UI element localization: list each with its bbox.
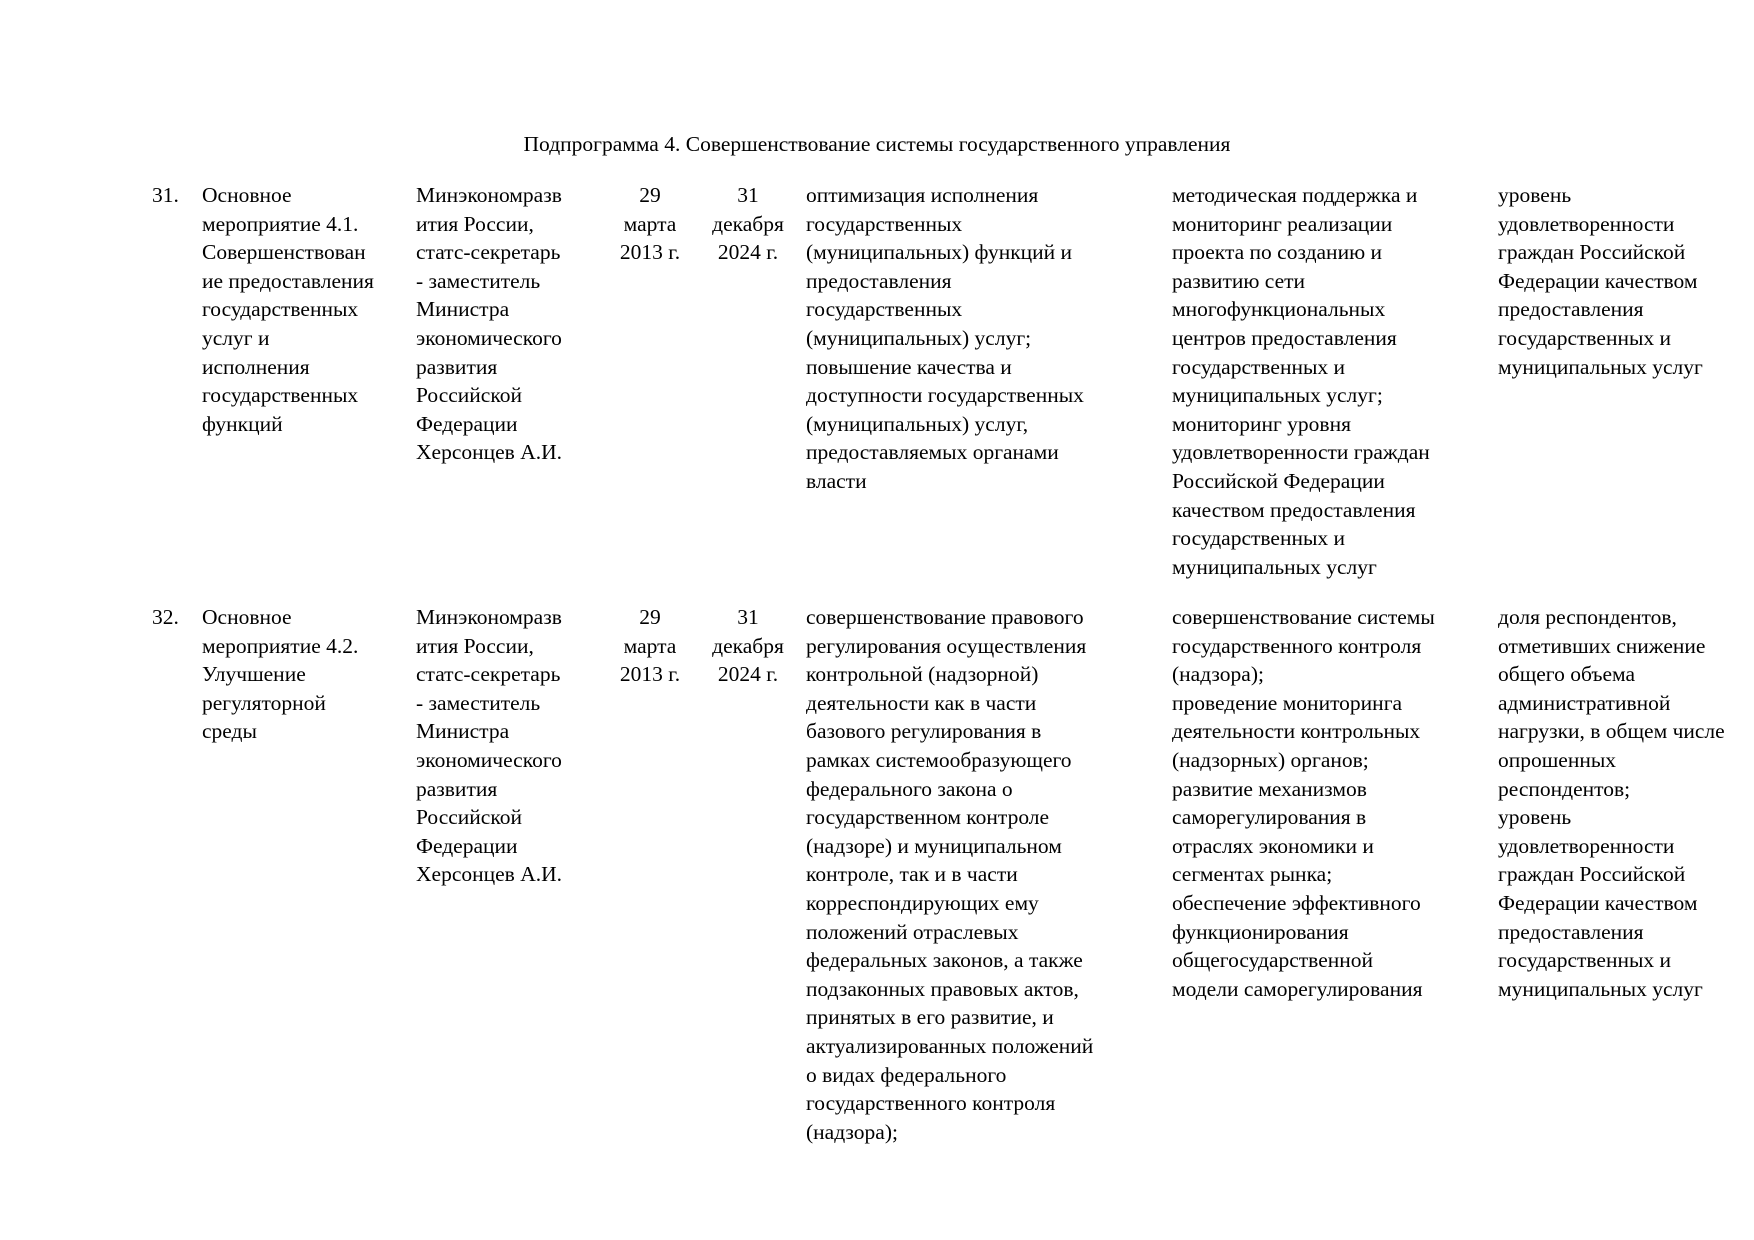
measure-name: Основное мероприятие 4.2. Улучшение регуляторной среды: [202, 605, 359, 744]
target-indicator: доля респондентов, отметивших снижение общего объема административной нагрузки, в общем числе опрошенных респондентов; уровень удовлетворенности граждан Российской Федерации качеством предоставления государственных и муниципальных услуг: [1498, 605, 1725, 1001]
row-number: 31.: [152, 183, 179, 207]
subprogram-heading: Подпрограмма 4. Совершенствование системы государственного управления: [523, 132, 1231, 156]
measure-name: Основное мероприятие 4.1. Совершенствован ие предоставления государственных услуг и исполнения государственных функций: [202, 183, 374, 436]
expected-result: оптимизация исполнения государственных (муниципальных) функций и предоставления государственных (муниципальных) услуг; повышение качества и доступности государственных (муниципальных) услуг, предоставляемых органами власти: [806, 183, 1084, 493]
responsible-executor: Минэкономразв ития России, статс-секретарь - заместитель Министра экономического развития Российской Федерации Херсонцев А.И.: [416, 183, 562, 465]
expected-result: совершенствование правового регулирования осуществления контрольной (надзорной) деятельности как в части базового регулирования в рамках системообразующего федерального закона о государственном контроле (надзоре) и муниципальном контроле, так и в части корреспондирующих ему положений отраслевых федеральных законов, а также подзаконных правовых актов, принятых в его развитие, и актуализированных положений о видах федерального государственного контроля (надзора);: [806, 605, 1094, 1144]
start-date: 29 марта 2013 г.: [619, 605, 681, 687]
target-indicator: уровень удовлетворенности граждан Российской Федерации качеством предоставления государственных и муниципальных услуг: [1498, 183, 1703, 379]
responsible-executor: Минэкономразв ития России, статс-секретарь - заместитель Министра экономического развития Российской Федерации Херсонцев А.И.: [416, 605, 562, 887]
row-number: 32.: [152, 605, 179, 629]
end-date: 31 декабря 2024 г.: [712, 183, 784, 265]
end-date: 31 декабря 2024 г.: [712, 605, 784, 687]
main-activities: совершенствование системы государственного контроля (надзора); проведение мониторинга деятельности контрольных (надзорных) органов; развитие механизмов саморегулирования в отраслях экономики и сегментах рынка; обеспечение эффективного функционирования общегосударственной модели саморегулирования: [1172, 605, 1435, 1001]
main-activities: методическая поддержка и мониторинг реализации проекта по созданию и развитию сети многофункциональных центров предоставления государственных и муниципальных услуг; мониторинг уровня удовлетворенности граждан Российской Федерации качеством предоставления государственных и муниципальных услуг: [1172, 183, 1430, 579]
start-date: 29 марта 2013 г.: [619, 183, 681, 265]
